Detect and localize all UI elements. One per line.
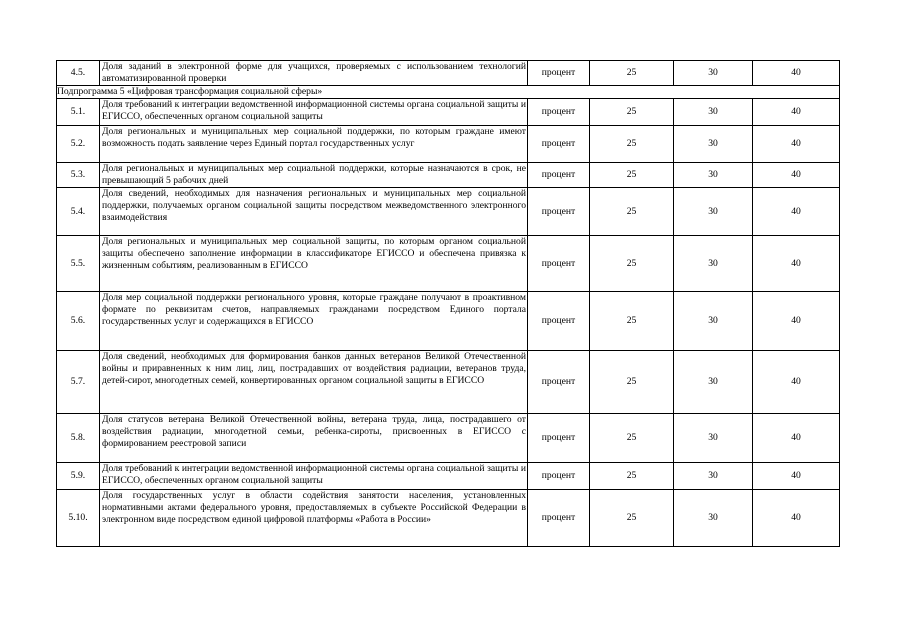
value-year-1: 25: [590, 236, 674, 292]
indicator-name: Доля государственных услуг в области содействия занятости населения, установленных нормативными актами федерального уровня, предоставляемых в субъекте Российской Федерации в электронном виде посредством единой цифровой платформы «Работа в России»: [100, 490, 528, 547]
unit-cell: процент: [528, 292, 590, 351]
value-year-3: 40: [753, 188, 840, 236]
row-number: 5.7.: [57, 351, 100, 414]
value-year-3: 40: [753, 490, 840, 547]
unit-cell: процент: [528, 490, 590, 547]
value-year-1: 25: [590, 61, 674, 86]
table-row: [57, 463, 840, 490]
table-row: [57, 292, 840, 351]
indicator-name: Доля заданий в электронной форме для учащихся, проверяемых с использованием технологий автоматизированной проверки: [100, 61, 528, 86]
row-number: 5.9.: [57, 463, 100, 490]
unit-cell: процент: [528, 163, 590, 188]
indicator-name: Доля региональных и муниципальных мер социальной поддержки, которые назначаются в срок, не превышающий 5 рабочих дней: [100, 163, 528, 188]
table-row: [57, 61, 840, 86]
value-year-1: 25: [590, 292, 674, 351]
value-year-1: 25: [590, 163, 674, 188]
table-row: [57, 126, 840, 163]
unit-cell: процент: [528, 414, 590, 463]
table-row: [57, 414, 840, 463]
indicator-name: Доля требований к интеграции ведомственной информационной системы органа социальной защиты и ЕГИССО, обеспеченных органом социальной защиты: [100, 463, 528, 490]
value-year-3: 40: [753, 351, 840, 414]
indicator-name: Доля требований к интеграции ведомственной информационной системы органа социальной защиты и ЕГИССО, обеспеченных органом социальной защиты: [100, 99, 528, 126]
indicator-name: Доля сведений, необходимых для назначения региональных и муниципальных мер социальной поддержки, получаемых органом социальной защиты посредством межведомственного электронного взаимодействия: [100, 188, 528, 236]
row-number: 5.8.: [57, 414, 100, 463]
row-number: 5.1.: [57, 99, 100, 126]
value-year-2: 30: [674, 163, 753, 188]
indicator-name: Доля сведений, необходимых для формирования банков данных ветеранов Великой Отечественной войны и приравненных к ним лиц, лиц, пострадавших от воздействия радиации, ветеранов труда, детей-сирот, многодетных семей, конвертированных органом социальной защиты в ЕГИССО: [100, 351, 528, 414]
row-number: 5.6.: [57, 292, 100, 351]
value-year-1: 25: [590, 126, 674, 163]
value-year-2: 30: [674, 351, 753, 414]
indicators-table: [56, 60, 840, 547]
subprogram-title: Подпрограмма 5 «Цифровая трансформация социальной сферы»: [57, 86, 840, 99]
row-number: 4.5.: [57, 61, 100, 86]
table-row: [57, 99, 840, 126]
row-number: 5.5.: [57, 236, 100, 292]
value-year-2: 30: [674, 292, 753, 351]
indicator-name: Доля региональных и муниципальных мер социальной защиты, по которым органом социальной защиты обеспечено заполнение информации в классификаторе ЕГИССО и обеспечена привязка к жизненным событиям, реализованным в ЕГИССО: [100, 236, 528, 292]
value-year-2: 30: [674, 61, 753, 86]
unit-cell: процент: [528, 61, 590, 86]
value-year-3: 40: [753, 236, 840, 292]
row-number: 5.4.: [57, 188, 100, 236]
table-row: [57, 236, 840, 292]
value-year-2: 30: [674, 188, 753, 236]
indicator-name: Доля мер социальной поддержки регионального уровня, которые граждане получают в проактивном формате по реквизитам счетов, направляемых гражданами посредством Единого портала государственных услуг и содержащихся в ЕГИССО: [100, 292, 528, 351]
value-year-2: 30: [674, 126, 753, 163]
unit-cell: процент: [528, 188, 590, 236]
value-year-3: 40: [753, 99, 840, 126]
indicator-name: Доля региональных и муниципальных мер социальной поддержки, по которым граждане имеют возможность подать заявление через Единый портал государственных услуг: [100, 126, 528, 163]
indicator-name: Доля статусов ветерана Великой Отечественной войны, ветерана труда, лица, пострадавшего от воздействия радиации, многодетной семьи, ребенка-сироты, присвоенных в ЕГИССО с формированием реестровой записи: [100, 414, 528, 463]
unit-cell: процент: [528, 126, 590, 163]
unit-cell: процент: [528, 463, 590, 490]
table-row: [57, 163, 840, 188]
table-row: [57, 490, 840, 547]
unit-cell: процент: [528, 99, 590, 126]
value-year-2: 30: [674, 463, 753, 490]
value-year-1: 25: [590, 414, 674, 463]
value-year-2: 30: [674, 490, 753, 547]
table-row: [57, 351, 840, 414]
value-year-2: 30: [674, 99, 753, 126]
value-year-3: 40: [753, 463, 840, 490]
row-number: 5.2.: [57, 126, 100, 163]
value-year-3: 40: [753, 126, 840, 163]
value-year-3: 40: [753, 292, 840, 351]
row-number: 5.10.: [57, 490, 100, 547]
table-row: [57, 188, 840, 236]
value-year-3: 40: [753, 61, 840, 86]
value-year-1: 25: [590, 490, 674, 547]
unit-cell: процент: [528, 351, 590, 414]
row-number: 5.3.: [57, 163, 100, 188]
indicators-table-body: [57, 61, 840, 547]
value-year-1: 25: [590, 463, 674, 490]
value-year-1: 25: [590, 99, 674, 126]
value-year-2: 30: [674, 414, 753, 463]
subprogram-row: [57, 86, 840, 99]
unit-cell: процент: [528, 236, 590, 292]
value-year-2: 30: [674, 236, 753, 292]
value-year-1: 25: [590, 351, 674, 414]
value-year-3: 40: [753, 414, 840, 463]
value-year-3: 40: [753, 163, 840, 188]
value-year-1: 25: [590, 188, 674, 236]
